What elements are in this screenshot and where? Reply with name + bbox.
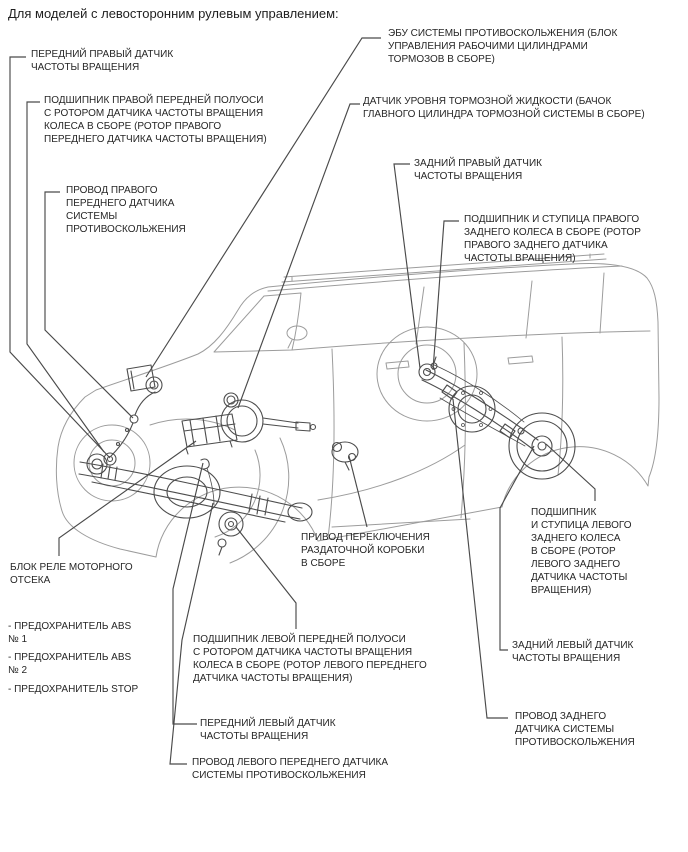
callout-front-right-axle-bearing-line: ПОДШИПНИК ПРАВОЙ ПЕРЕДНЕЙ ПОЛУОСИ bbox=[44, 95, 264, 106]
engine-relay-block bbox=[182, 414, 237, 454]
brake-fluid-reservoir bbox=[224, 393, 238, 407]
callout-brake-fluid-level-sensor-line: ДАТЧИК УРОВНЯ ТОРМОЗНОЙ ЖИДКОСТИ (БАЧОК bbox=[363, 96, 612, 107]
callout-skid-control-ecu-line: УПРАВЛЕНИЯ РАБОЧИМИ ЦИЛИНДРАМИ bbox=[388, 41, 588, 52]
leader-brake-fluid-level-sensor bbox=[238, 104, 360, 408]
front-right-sensor-group bbox=[111, 392, 155, 456]
callout-front-right-sensor-wire-line: ПЕРЕДНЕГО ДАТЧИКА bbox=[66, 198, 175, 209]
diff-bolt bbox=[480, 392, 483, 395]
callout-front-right-speed-sensor bbox=[31, 48, 173, 74]
callout-front-right-axle-bearing-line: КОЛЕСА В СБОРЕ (РОТОР ПРАВОГО bbox=[44, 121, 222, 132]
callout-front-right-speed-sensor-line: ПЕРЕДНИЙ ПРАВЫЙ ДАТЧИК bbox=[31, 49, 174, 60]
c-pillar bbox=[526, 281, 532, 338]
front-left-hub bbox=[219, 512, 243, 536]
callout-rear-left-hub-bearing-line: И СТУПИЦА ЛЕВОГО bbox=[531, 520, 632, 531]
windshield bbox=[214, 293, 301, 352]
callout-rear-sensor-wire-line: ПРОТИВОСКОЛЬЖЕНИЯ bbox=[515, 737, 635, 748]
callout-rear-sensor-wire bbox=[515, 710, 635, 749]
front-right-sensor-wire-down bbox=[111, 423, 133, 456]
leader-transfer-shift-actuator bbox=[349, 456, 367, 527]
booster-shell-inner bbox=[227, 406, 257, 436]
callout-front-left-axle-bearing bbox=[193, 633, 427, 685]
callout-rear-right-hub-bearing-line: ПРАВОГО ЗАДНЕГО ДАТЧИКА bbox=[464, 240, 608, 251]
callout-front-right-speed-sensor-line: ЧАСТОТЫ ВРАЩЕНИЯ bbox=[31, 62, 140, 73]
front-right-sensor-wire-up bbox=[135, 392, 155, 415]
callout-front-left-speed-sensor-line: ЧАСТОТЫ ВРАЩЕНИЯ bbox=[200, 731, 309, 742]
callout-rear-left-speed-sensor-line: ЗАДНИЙ ЛЕВЫЙ ДАТЧИК bbox=[512, 640, 634, 651]
callout-front-left-speed-sensor-line: ПЕРЕДНИЙ ЛЕВЫЙ ДАТЧИК bbox=[200, 718, 336, 729]
callout-rear-left-speed-sensor-line: ЧАСТОТЫ ВРАЩЕНИЯ bbox=[512, 653, 621, 664]
frame-rail bbox=[318, 445, 465, 500]
callout-fuse-abs-no2-line: - ПРЕДОХРАНИТЕЛЬ ABS bbox=[8, 652, 132, 663]
front-left-hub-ring bbox=[225, 518, 237, 530]
callout-rear-left-hub-bearing-line: ПОДШИПНИК bbox=[531, 507, 597, 518]
callout-front-left-sensor-wire-line: ПРОВОД ЛЕВОГО ПЕРЕДНЕГО ДАТЧИКА bbox=[192, 757, 389, 768]
callout-rear-right-speed-sensor bbox=[414, 157, 542, 183]
callout-rear-left-hub-bearing-line: В СБОРЕ (РОТОР bbox=[531, 546, 616, 557]
tie-rod bbox=[92, 482, 285, 522]
callout-fuse-stop-line: - ПРЕДОХРАНИТЕЛЬ STOP bbox=[8, 684, 139, 695]
callout-rear-right-hub-bearing-line: ЧАСТОТЫ ВРАЩЕНИЯ) bbox=[464, 253, 576, 264]
wire-clip-2 bbox=[117, 443, 120, 446]
b-pillar bbox=[416, 287, 424, 344]
diff-bolt bbox=[462, 424, 465, 427]
front-right-tire bbox=[89, 440, 135, 486]
callout-rear-right-hub-bearing-line: ПОДШИПНИК И СТУПИЦА ПРАВОГО bbox=[464, 214, 640, 225]
rear-left-drum bbox=[509, 413, 575, 479]
callout-engine-room-relay-block bbox=[10, 561, 133, 587]
rear-door-handle bbox=[508, 356, 533, 364]
callout-front-left-axle-bearing-line: С РОТОРОМ ДАТЧИКА ЧАСТОТЫ ВРАЩЕНИЯ bbox=[193, 647, 413, 658]
callout-transfer-shift-actuator-line: РАЗДАТОЧНОЙ КОРОБКИ bbox=[301, 545, 425, 556]
callout-brake-fluid-level-sensor-line: ГЛАВНОГО ЦИЛИНДРА ТОРМОЗНОЙ СИСТЕМЫ В СБОРЕ) bbox=[363, 109, 645, 120]
cv-boot-right bbox=[249, 494, 268, 515]
master-cylinder-rod bbox=[263, 418, 298, 428]
callout-front-left-speed-sensor bbox=[200, 717, 336, 743]
callout-front-right-axle-bearing-line: С РОТОРОМ ДАТЧИКА ЧАСТОТЫ ВРАЩЕНИЯ bbox=[44, 108, 264, 119]
quarter-seam bbox=[558, 337, 563, 475]
leader-front-left-axle-bearing bbox=[236, 527, 296, 629]
actuator-body bbox=[332, 442, 358, 462]
callout-fuse-abs-no1-line: № 1 bbox=[8, 634, 28, 645]
side-mirror bbox=[287, 326, 307, 340]
callout-rear-sensor-wire-line: ДАТЧИКА СИСТЕМЫ bbox=[515, 724, 615, 735]
rear-right-hub bbox=[419, 364, 435, 380]
leader-rear-right-hub-bearing bbox=[433, 221, 459, 370]
callout-engine-room-relay-block-line: ОТСЕКА bbox=[10, 575, 51, 586]
diff-bolt bbox=[480, 424, 483, 427]
callout-fuse-abs-no2-line: № 2 bbox=[8, 665, 28, 676]
callout-transfer-shift-actuator-line: ПРИВОД ПЕРЕКЛЮЧЕНИЯ bbox=[301, 532, 430, 543]
callout-rear-sensor-wire-line: ПРОВОД ЗАДНЕГО bbox=[515, 711, 607, 722]
callout-rear-right-hub-bearing bbox=[464, 213, 641, 265]
front-axle-assembly bbox=[79, 453, 312, 555]
callout-fuse-abs-no2 bbox=[8, 651, 131, 677]
rear-axle-assembly bbox=[419, 357, 575, 479]
callout-fuse-stop bbox=[8, 683, 138, 696]
callout-engine-room-relay-block-line: БЛОК РЕЛЕ МОТОРНОГО bbox=[10, 562, 133, 573]
callout-front-right-axle-bearing-line: ПЕРЕДНЕГО ДАТЧИКА ЧАСТОТЫ ВРАЩЕНИЯ) bbox=[44, 134, 267, 145]
callout-front-right-sensor-wire bbox=[66, 184, 186, 236]
rod-tip bbox=[311, 425, 316, 430]
callout-rear-left-hub-bearing bbox=[531, 506, 632, 597]
diff-bolt bbox=[462, 392, 465, 395]
rear-right-wheel-arch bbox=[377, 327, 477, 421]
rear-sensor-harness bbox=[432, 364, 524, 422]
front-left-sensor-lead bbox=[219, 547, 222, 555]
front-left-sensor bbox=[218, 539, 226, 547]
callout-rear-right-speed-sensor-line: ЗАДНИЙ ПРАВЫЙ ДАТЧИК bbox=[414, 158, 542, 169]
diff-bolt bbox=[489, 408, 492, 411]
callout-transfer-shift-actuator-line: В СБОРЕ bbox=[301, 558, 346, 569]
actuator-lever bbox=[345, 462, 349, 470]
leader-rear-right-speed-sensor bbox=[394, 164, 420, 368]
callout-front-left-sensor-wire-line: СИСТЕМЫ ПРОТИВОСКОЛЬЖЕНИЯ bbox=[192, 770, 366, 781]
front-door-handle bbox=[386, 361, 409, 369]
page-title: Для моделей с левосторонним рулевым управлением: bbox=[8, 6, 339, 21]
d-pillar bbox=[600, 273, 604, 333]
front-left-hub-center bbox=[229, 522, 234, 527]
callout-fuse-abs-no1 bbox=[8, 620, 131, 646]
callout-fuse-abs-no1-line: - ПРЕДОХРАНИТЕЛЬ ABS bbox=[8, 621, 132, 632]
abs-ecu-connector bbox=[131, 371, 134, 389]
callout-transfer-shift-actuator bbox=[301, 531, 430, 570]
leader-front-right-axle-bearing bbox=[27, 102, 104, 452]
callout-rear-left-hub-bearing-line: ДАТЧИКА ЧАСТОТЫ bbox=[531, 572, 628, 583]
callout-rear-right-speed-sensor-line: ЧАСТОТЫ ВРАЩЕНИЯ bbox=[414, 171, 523, 182]
callout-skid-control-ecu-line: ТОРМОЗОВ В СБОРЕ) bbox=[388, 54, 495, 65]
roof-inner-line bbox=[268, 266, 622, 291]
callout-front-left-axle-bearing-line: ПОДШИПНИК ЛЕВОЙ ПЕРЕДНЕЙ ПОЛУОСИ bbox=[193, 634, 406, 645]
callout-front-right-sensor-wire-line: ПРОВОД ПРАВОГО bbox=[66, 185, 158, 196]
mirror-stem bbox=[288, 340, 292, 348]
callout-front-left-sensor-wire bbox=[192, 756, 388, 782]
callout-skid-control-ecu-line: ЭБУ СИСТЕМЫ ПРОТИВОСКОЛЬЖЕНИЯ (БЛОК bbox=[388, 28, 618, 39]
rear-right-tire bbox=[398, 345, 456, 403]
rear-left-hub-center bbox=[538, 442, 546, 450]
rear-differential-cover bbox=[458, 395, 486, 423]
callout-front-right-sensor-wire-line: ПРОТИВОСКОЛЬЖЕНИЯ bbox=[66, 224, 186, 235]
callout-brake-fluid-level-sensor bbox=[363, 95, 645, 121]
callout-rear-right-hub-bearing-line: ЗАДНЕГО КОЛЕСА В СБОРЕ (РОТОР bbox=[464, 227, 641, 238]
belt-line bbox=[292, 331, 650, 350]
rear-axle-housing bbox=[422, 370, 538, 450]
wire-clip-1 bbox=[126, 429, 129, 432]
callout-skid-control-ecu bbox=[388, 27, 617, 66]
front-axle-housing bbox=[79, 462, 302, 519]
callout-rear-left-speed-sensor bbox=[512, 639, 633, 665]
callout-front-left-axle-bearing-line: ДАТЧИКА ЧАСТОТЫ ВРАЩЕНИЯ) bbox=[193, 673, 353, 684]
transfer-shift-actuator-part bbox=[332, 442, 358, 470]
leader-rear-left-hub-bearing bbox=[546, 444, 595, 501]
callout-front-left-axle-bearing-line: КОЛЕСА В СБОРЕ (РОТОР ЛЕВОГО ПЕРЕДНЕГО bbox=[193, 660, 427, 671]
callout-rear-left-hub-bearing-line: ЗАДНЕГО КОЛЕСА bbox=[531, 533, 621, 544]
leader-engine-room-relay-block bbox=[59, 441, 196, 556]
callout-front-right-sensor-wire-line: СИСТЕМЫ bbox=[66, 211, 118, 222]
callout-rear-left-hub-bearing-line: ВРАЩЕНИЯ) bbox=[531, 585, 592, 596]
callout-rear-left-hub-bearing-line: ЛЕВОГО ЗАДНЕГО bbox=[531, 559, 621, 570]
callout-front-right-axle-bearing bbox=[44, 94, 267, 146]
front-door-seam bbox=[328, 349, 334, 538]
brake-booster-master-cylinder bbox=[221, 393, 316, 442]
